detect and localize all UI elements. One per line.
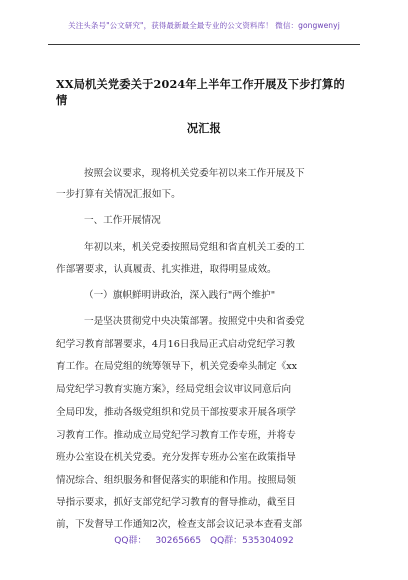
body-line: 一是坚决贯彻党中央决策部署。按照党中央和省委党 [84,316,305,327]
promo-header: 关注头条号"公文研究"，获得最新最全最专业的公文资料库！ 微信：gongwenyj [68,21,340,30]
body-line: 导指示要求，抓好支部党纪学习教育的督导推动，截至目 [56,497,296,508]
qq-group-footer: QQ群： 30265665 QQ群：535304092 [114,536,294,546]
document-title-line-2: 况汇报 [186,121,222,135]
body-line: 情况综合、组织服务和督促落实的职能和作用。按照局领 [56,475,296,486]
body-line: 作部署要求，认真履责、扎实推进，取得明显成效。 [56,264,277,275]
body-line: 一步打算有关情况汇报如下。 [56,189,181,200]
body-line: 纪学习教育部署要求，4月16日我局正式启动党纪学习教 [56,339,295,350]
body-line: 全局印发，推动各级党组织和党员干部按要求开展各项学 [56,407,296,418]
body-line: 习教育工作。推动成立局党纪学习教育工作专班，并将专 [56,430,296,441]
body-line: 前，下发督导工作通知2次，检查支部会议记录本查看支部 [56,519,302,530]
body-line: 班办公室设在机关党委。充分发挥专班办公室在政策指导 [56,452,296,463]
body-line: 按照会议要求，现将机关党委年初以来工作开展及下 [84,168,305,179]
body-line: 育工作。在局党组的统筹领导下，机关党委牵头制定《xx [56,361,298,372]
document-title-line-1: XX局机关党委关于2024年上半年工作开展及下步打算的情 [56,77,345,107]
body-line: 局党纪学习教育实施方案》，经局党组会议审议同意后向 [56,384,292,395]
header-divider [48,44,360,45]
section-heading: 一、工作开展情况 [84,215,161,226]
subsection-heading: （一）旗帜鲜明讲政治，深入践行"两个维护" [84,290,276,301]
body-line: 年初以来，机关党委按照局党组和省直机关工委的工 [84,242,305,253]
